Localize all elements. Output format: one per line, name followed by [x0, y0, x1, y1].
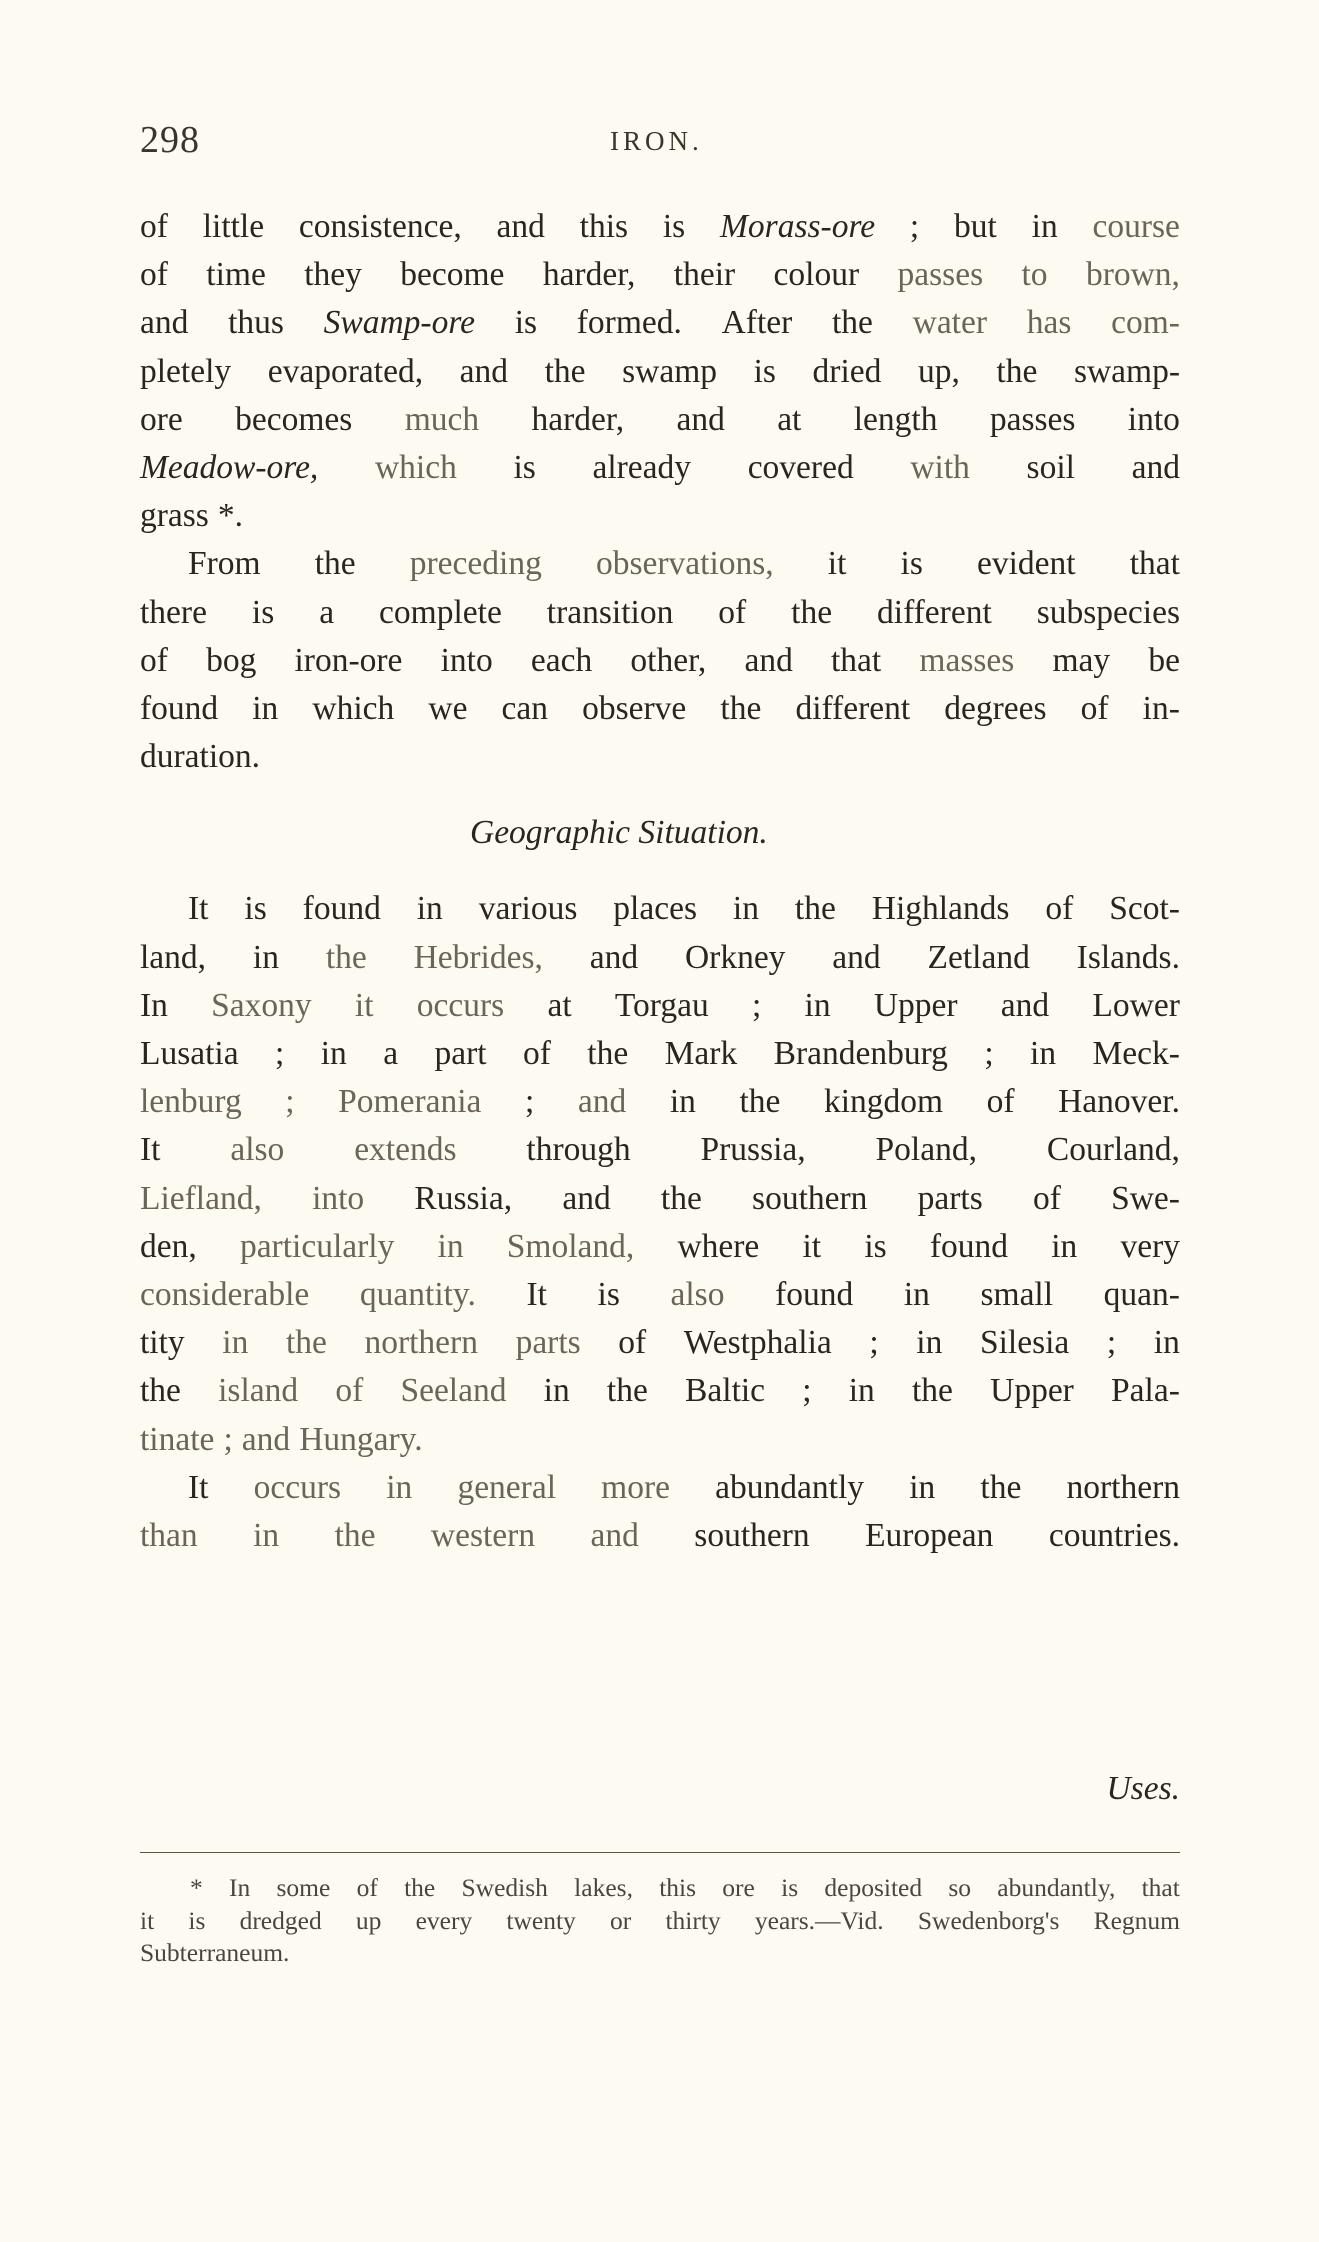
text-line: of bog iron-ore into each other, and that masses may be	[140, 641, 1180, 679]
text-line: of little consistence, and this is Morass-ore ; but in course	[140, 203, 1180, 251]
text-line: ore becomes much harder, and at length passes into	[140, 400, 1180, 438]
section-heading: Geographic Situation.	[470, 814, 768, 852]
text-line: It occurs in general more abundantly in the northern	[188, 1468, 1180, 1506]
text-line: the island of Seeland in the Baltic ; in the Upper Pala-	[140, 1372, 1180, 1410]
text-line: lenburg ; Pomerania ; and in the kingdom of Hanover.	[140, 1083, 1180, 1121]
text-line: Lusatia ; in a part of the Mark Brandenburg ; in Meck-	[140, 1035, 1180, 1072]
text-line: It also extends through Prussia, Poland, Courland,	[140, 1131, 1180, 1169]
text-line: considerable quantity. It is also found in small quan-	[140, 1275, 1180, 1313]
catchword: Uses.	[1106, 1770, 1180, 1807]
swamp-ore-term: Swamp-ore	[323, 304, 475, 342]
text-line: tinate ; and Hungary.	[140, 1420, 423, 1458]
footnote-marker: *.	[217, 497, 244, 535]
text-line: It is found in various places in the Highlands of Scot-	[188, 890, 1180, 928]
text-line: grass *.	[140, 492, 1180, 540]
footnote-marker: *	[190, 1873, 203, 1902]
footnote-line: Subterraneum.	[140, 1938, 290, 1967]
footnote-line: * In some of the Swedish lakes, this ore is deposited so abundantly, that	[140, 1872, 1180, 1905]
text-line: found in which we can observe the different degrees of in-	[140, 689, 1180, 727]
text-line: land, in the Hebrides, and Orkney and Zetland Islands.	[140, 938, 1180, 976]
text-line: of time they become harder, their colour passes to brown,	[140, 256, 1180, 294]
page-number: 298	[140, 119, 200, 161]
text-line: den, particularly in Smoland, where it is found in very	[140, 1227, 1180, 1265]
text-line: pletely evaporated, and the swamp is dried up, the swamp-	[140, 352, 1180, 390]
footnote-divider	[140, 1852, 1180, 1853]
body-text	[140, 203, 1180, 1560]
text-line: and thus Swamp-ore is formed. After the water has com-	[140, 299, 1180, 347]
text-line: Meadow-ore, which is already covered with soil and	[140, 444, 1180, 492]
text-line: than in the western and southern European countries.	[140, 1516, 1180, 1554]
text-line: Liefland, into Russia, and the southern parts of Swe-	[140, 1179, 1180, 1217]
footnote	[140, 1872, 1180, 1970]
text-line: In Saxony it occurs at Torgau ; in Upper and Lower	[140, 986, 1180, 1024]
running-head: IRON.	[610, 126, 703, 156]
text-line: From the preceding observations, it is evident that	[188, 545, 1180, 583]
footnote-line: it is dredged up every twenty or thirty years.—Vid. Swedenborg's Regnum	[140, 1905, 1180, 1935]
page-header	[140, 118, 1180, 178]
text-line: tity in the northern parts of Westphalia ; in Silesia ; in	[140, 1324, 1180, 1362]
text-line: duration.	[140, 738, 261, 776]
meadow-ore-term: Meadow-ore,	[140, 448, 319, 486]
morass-ore-term: Morass-ore	[720, 208, 876, 245]
text-line: there is a complete transition of the different subspecies	[140, 593, 1180, 631]
